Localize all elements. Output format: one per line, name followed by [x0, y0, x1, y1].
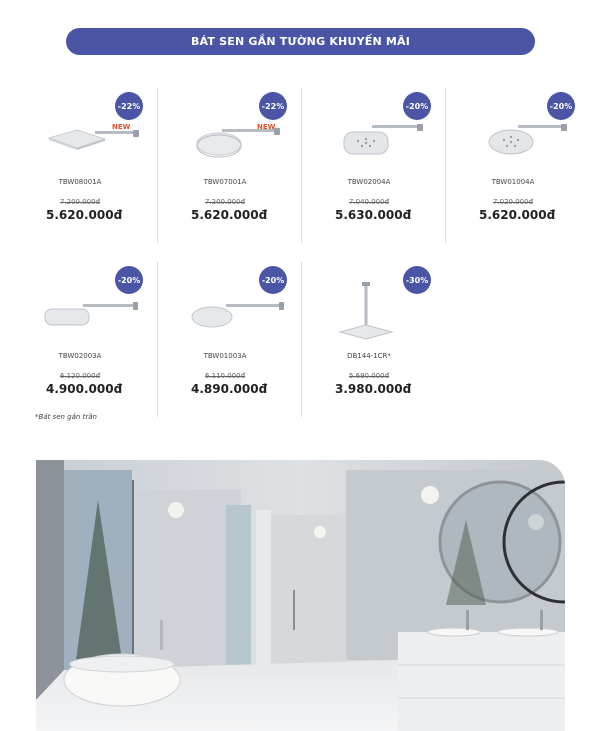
product-row-1: [13, 88, 589, 243]
product-card-tbw07001a[interactable]: [157, 88, 301, 243]
discount-badge: -30%: [403, 266, 431, 294]
old-price: 7.040.000đ: [348, 198, 390, 206]
product-row-2: [13, 262, 589, 417]
new-badge: NEW: [257, 123, 276, 131]
product-grid: [13, 88, 589, 417]
old-price: 7.020.000đ: [492, 198, 534, 206]
sale-price: 3.980.000đ: [335, 382, 412, 396]
product-code: TBW01003A: [203, 352, 247, 360]
product-code: TBW01004A: [491, 178, 535, 186]
discount-badge: -20%: [259, 266, 287, 294]
sale-price: 4.900.000đ: [46, 382, 123, 396]
product-code: TBW02003A: [58, 352, 102, 360]
discount-badge: -20%: [403, 92, 431, 120]
discount-badge: -20%: [115, 266, 143, 294]
discount-badge: -22%: [115, 92, 143, 120]
sale-price: 5.620.000đ: [191, 208, 268, 222]
product-code: DB144-1CR*: [347, 352, 391, 360]
discount-badge: -22%: [259, 92, 287, 120]
sale-price: 5.620.000đ: [479, 208, 556, 222]
product-card-tbw02004a[interactable]: [301, 88, 445, 243]
old-price: 5.690.000đ: [348, 372, 390, 380]
discount-badge: -20%: [547, 92, 575, 120]
product-code: TBW02004A: [347, 178, 391, 186]
promo-banner-title: BÁT SEN GẮN TƯỜNG KHUYẾN MÃI: [66, 28, 535, 55]
bathroom-photo: [36, 460, 565, 731]
old-price: 6.110.000đ: [204, 372, 246, 380]
product-card-tbw01004a[interactable]: [445, 88, 589, 243]
product-code: TBW07001A: [203, 178, 247, 186]
sale-price: 5.630.000đ: [335, 208, 412, 222]
new-badge: NEW: [112, 123, 131, 131]
sale-price: 4.890.000đ: [191, 382, 268, 396]
product-card-db144-1cr[interactable]: [301, 262, 445, 417]
product-code: TBW08001A: [58, 178, 102, 186]
product-card-tbw08001a[interactable]: [13, 88, 157, 243]
empty-cell: [445, 262, 589, 417]
old-price: 6.120.000đ: [59, 372, 101, 380]
sale-price: 5.620.000đ: [46, 208, 123, 222]
footnote: *Bát sen gắn trần: [35, 413, 97, 421]
product-card-tbw01003a[interactable]: [157, 262, 301, 417]
old-price: 7.200.000đ: [59, 198, 101, 206]
old-price: 7.200.000đ: [204, 198, 246, 206]
product-card-tbw02003a[interactable]: [13, 262, 157, 417]
